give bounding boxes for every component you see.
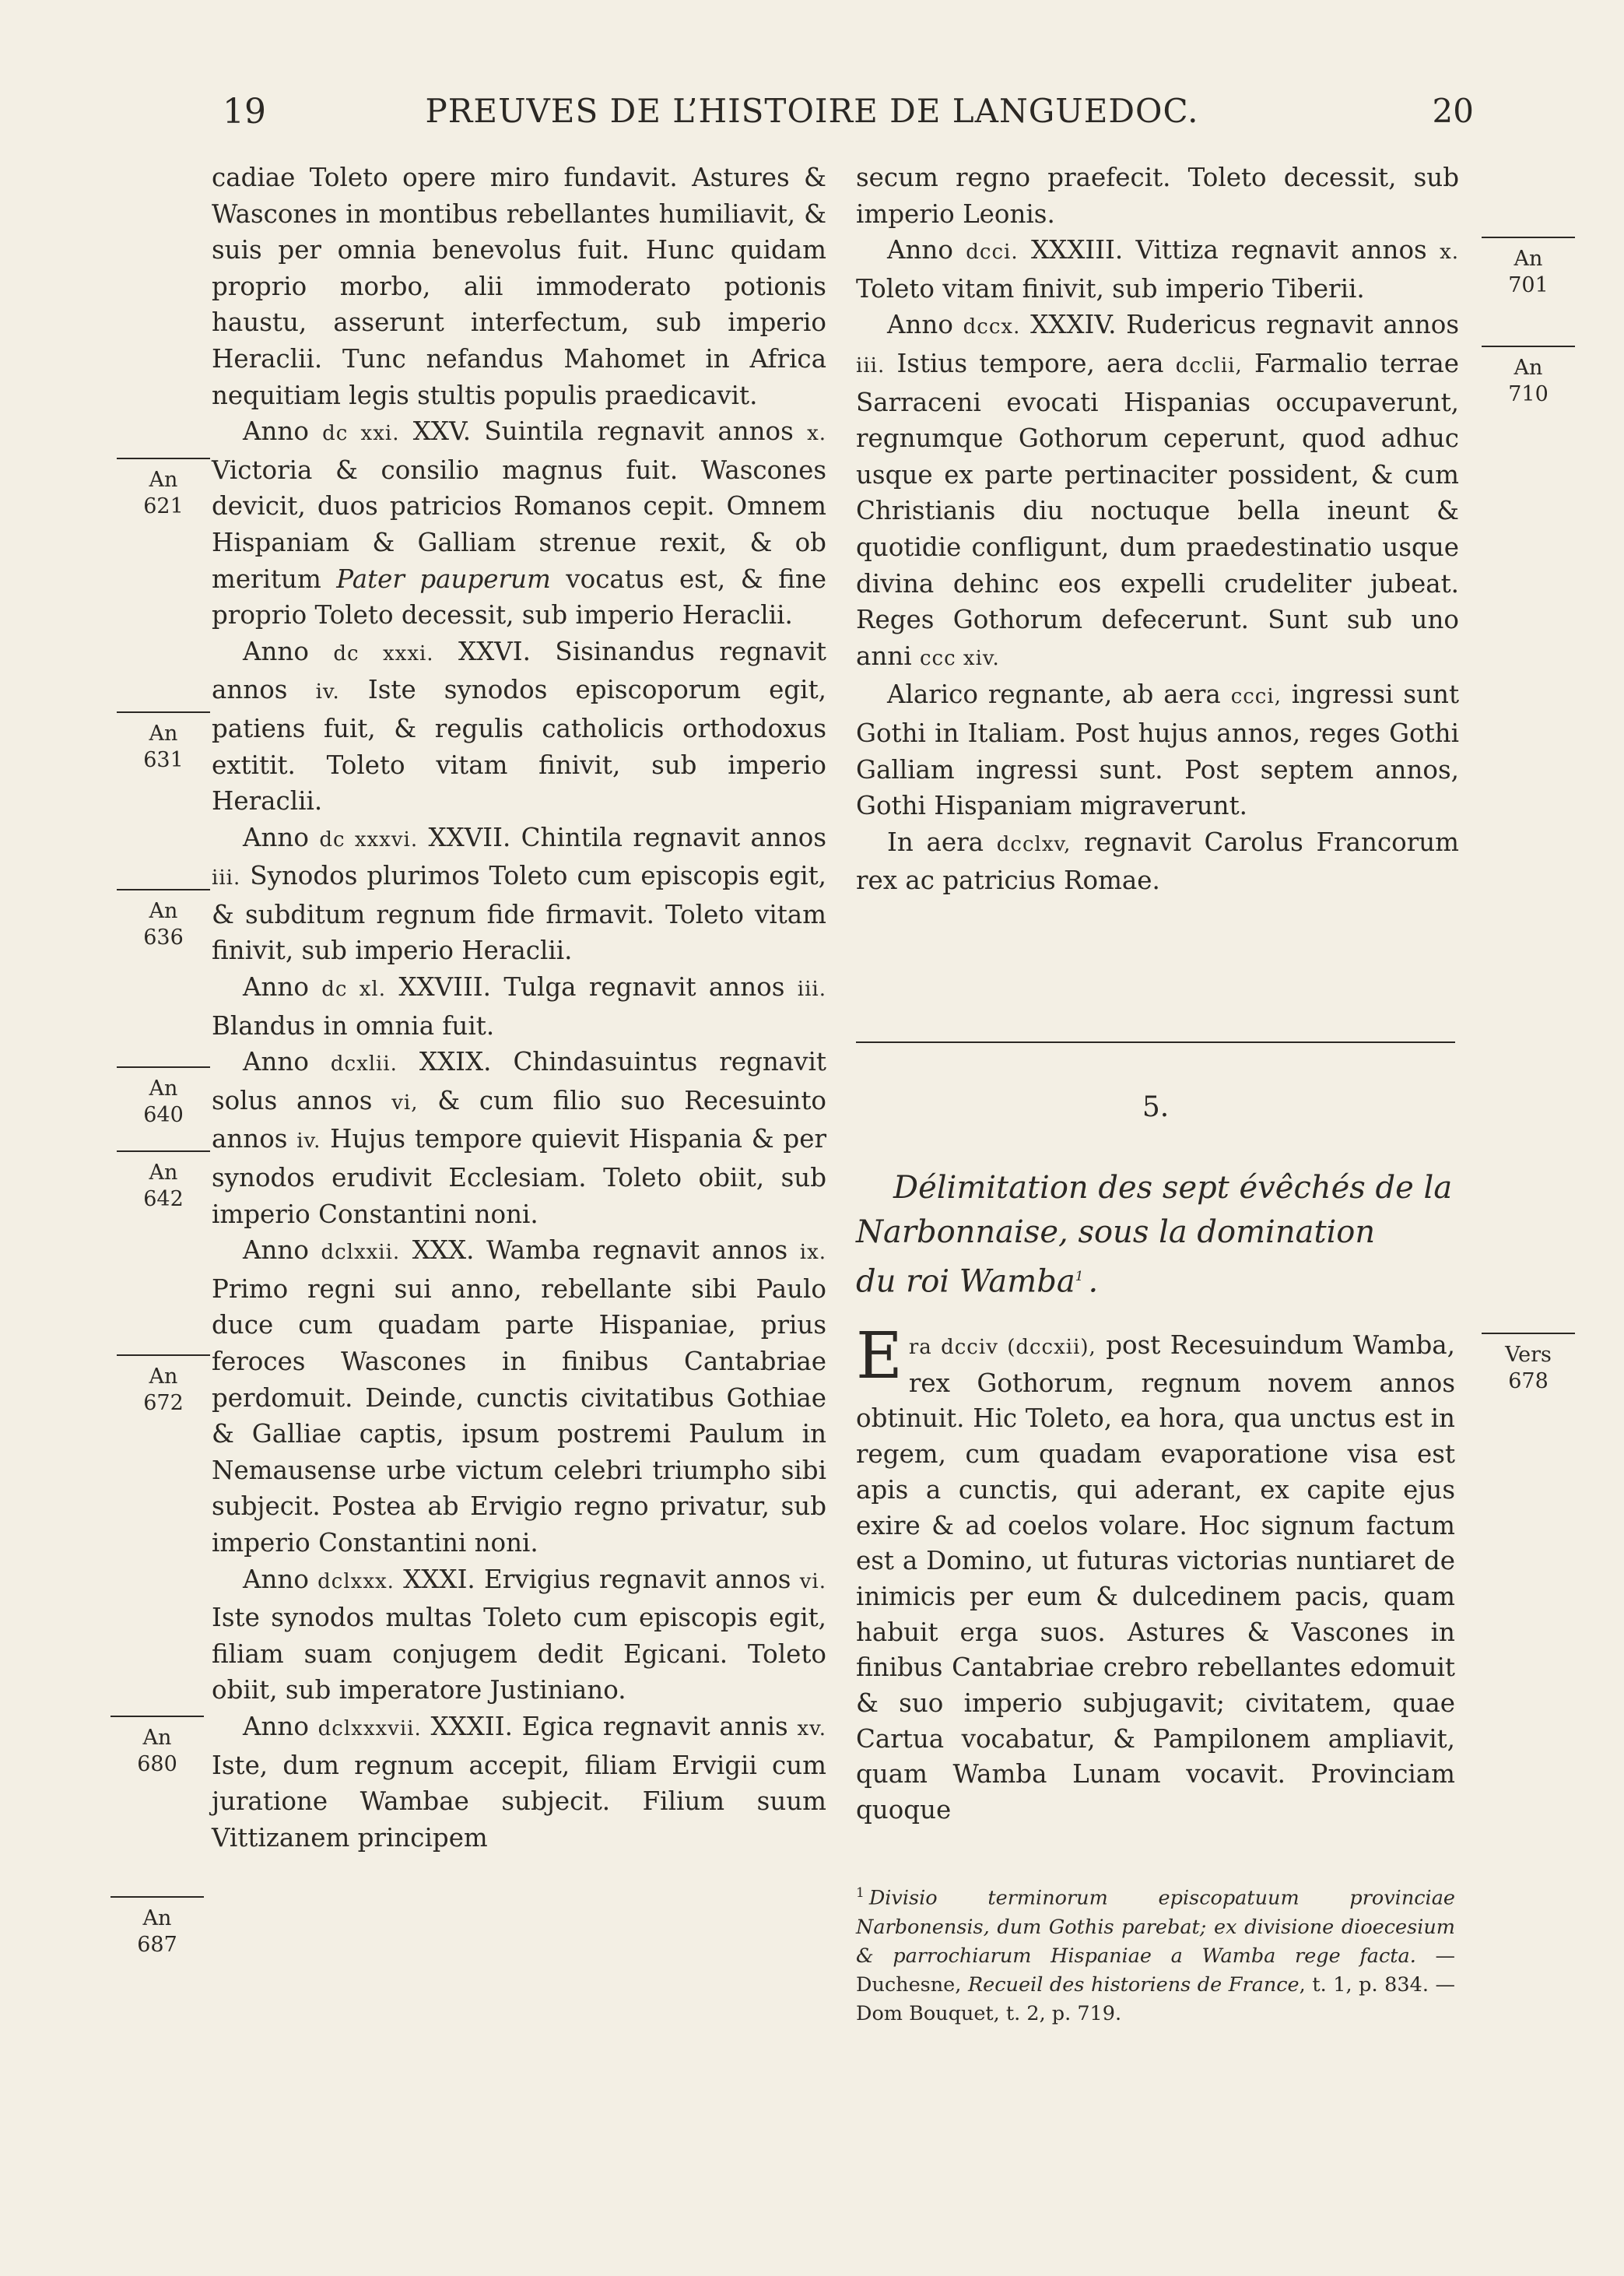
margin-note-636: An 636 bbox=[117, 889, 210, 951]
paragraph: cadiae Toleto opere miro fundavit. Astures & Wascones in montibus rebellantes humiliavit, & suis per omnia benevolus fuit. Hunc quidam proprio morbo, alii immoderato potionis haustu, asserunt interfectum, sub imperio Heraclii. Tunc nefandus Mahomet in Africa nequitiam legis stultis populis praedicavit. bbox=[212, 163, 826, 410]
margin-note-642: An 642 bbox=[117, 1150, 210, 1213]
margin-note-678: Vers 678 bbox=[1482, 1333, 1575, 1395]
paragraph-anno-621: Anno dc xxi. XXV. Suintila regnavit annos x. Victoria & consilio magnus fuit. Wascones devicit, duos patricios Romanos cepit. Omnem Hispaniam & Galliam strenue rexit, & ob meritum Pater pauperum vocatus est, & fine proprio Toleto decessit, sub imperio Heraclii. bbox=[212, 416, 826, 630]
section-title: Délimitation des sept évêchés de la Narbonnaise, sous la domination du roi Wamba$^1$ . bbox=[856, 1170, 1453, 1300]
paragraph-anno-640: Anno dc xl. XXVIII. Tulga regnavit annos iii. Blandus in omnia fuit. bbox=[212, 972, 826, 1041]
paragraph-carolus: In aera dcclxv, regnavit Carolus Francorum rex ac patricius Romae. bbox=[856, 827, 1459, 896]
section-number: 5. bbox=[1142, 1091, 1170, 1123]
section-divider bbox=[856, 1041, 1455, 1043]
paragraph-anno-636: Anno dc xxxvi. XXVII. Chintila regnavit annos iii. Synodos plurimos Toleto cum episcopis egit, & subditum regnum fide firmavit. Toleto vitam finivit, sub imperio Heraclii. bbox=[212, 822, 827, 966]
margin-note-680: An 680 bbox=[110, 1716, 204, 1778]
page-number-left: 19 bbox=[223, 92, 266, 132]
margin-note-701: An 701 bbox=[1482, 237, 1575, 299]
paragraph: secum regno praefecit. Toleto decessit, sub imperio Leonis. bbox=[856, 163, 1459, 229]
paragraph-anno-701: Anno dcci. XXXIII. Vittiza regnavit annos x. Toleto vitam finivit, sub imperio Tiberii. bbox=[856, 235, 1459, 304]
margin-note-621: An 621 bbox=[117, 458, 210, 520]
paragraph-anno-710: Anno dccx. XXXIV. Rudericus regnavit annos iii. Istius tempore, aera dcclii, Farmalio terrae Sarraceni evocati Hispanias occupaverunt, regnumque Gothorum ceperunt, quod adhuc usque ex parte pertinaciter possident, & cum Christianis diu noctuque bella ineunt & quotidie confligunt, dum praedestinatio usque divina dehinc eos expelli crudeliter jubeat. Reges Gothorum defecerunt. Sunt sub uno anni ccc xiv. bbox=[856, 310, 1459, 671]
paragraph-anno-631: Anno dc xxxi. XXVI. Sisinandus regnavit annos iv. Iste synodos episcoporum egit, patiens fuit, & regulis catholicis orthodoxus extitit. Toleto vitam finivit, sub imperio Heraclii. bbox=[212, 636, 826, 817]
footnote: $^1$ Divisio terminorum episcopatuum provinciae Narbonensis, dum Gothis parebat; ex divisione dioecesium & parrochiarum Hispaniae a Wamba rege facta. — Duchesne, Recueil des historiens de France, t. 1, p. 834. — Dom Bouquet, t. 2, p. 719. bbox=[856, 1885, 1456, 2025]
paragraph-anno-672: Anno dclxxii. XXX. Wamba regnavit annos ix. Primo regni sui anno, rebellante sibi Paulo duce cum quadam parte Hispaniae, prius feroces Wascones in finibus Cantabriae perdomuit. Deinde, cunctis civitatibus Gothiae & Galliae captis, ipsum postremi Paulum in Nemausense urbe victum celebri triumpho sibi subjecit. Postea ab Ervigio regno privatur, sub imperio Constantini noni. bbox=[212, 1235, 826, 1558]
page-header bbox=[0, 92, 1624, 139]
page-number-right: 20 bbox=[1432, 92, 1474, 130]
paragraph-anno-687: Anno dclxxxvii. XXXII. Egica regnavit annis xv. Iste, dum regnum accepit, filiam Ervigii cum juratione Wambae subjecit. Filium suum Vittizanem principem bbox=[212, 1711, 826, 1853]
margin-note-710: An 710 bbox=[1482, 346, 1575, 408]
paragraph-anno-680: Anno dclxxx. XXXI. Ervigius regnavit annos vi. Iste synodos multas Toleto cum episcopis egit, filiam suam conjugem dedit Egicani. Toleto obiit, sub imperatore Justiniano. bbox=[212, 1564, 826, 1705]
margin-note-631: An 631 bbox=[117, 711, 210, 774]
margin-note-640: An 640 bbox=[117, 1066, 210, 1129]
drop-cap: E bbox=[856, 1319, 903, 1393]
margin-note-672: An 672 bbox=[117, 1354, 210, 1417]
running-title: PREUVES DE L’HISTOIRE DE LANGUEDOC. bbox=[425, 92, 1199, 130]
paragraph-alarico: Alarico regnante, ab aera ccci, ingressi sunt Gothi in Italiam. Post hujus annos, reges Gothi Galliam ingressi sunt. Post septem annos, Gothi Hispaniam migraverunt. bbox=[856, 680, 1460, 821]
margin-note-687: An 687 bbox=[110, 1896, 204, 1958]
paragraph-anno-642: Anno dcxlii. XXIX. Chindasuintus regnavit solus annos vi, & cum filio suo Recesuinto annos iv. Hujus tempore quievit Hispania & per synodos erudivit Ecclesiam. Toleto obiit, sub imperio Constantini noni. bbox=[212, 1047, 826, 1229]
section-body: Era dcciv (dccxii), post Recesuindum Wamba, rex Gothorum, regnum novem annos obtinuit. Hic Toleto, ea hora, qua unctus est in regem, cum quadam evaporatione visa est apis a cunctis, qui aderant, ex capite ejus exire & ad coelos volare. Hoc signum factum est a Domino, ut futuras victorias nuntiaret de inimicis per eum & dulcedinem pacis, quam habuit erga suos. Astures & Vascones in finibus Cantabriae crebro rebellantes edomuit & suo imperio subjugavit; civitatem, quae Cartua vocabatur, & Pampilonem ampliavit, quam Wamba Lunam vocavit. Provinciam quoque bbox=[856, 1319, 1455, 1825]
left-column bbox=[212, 160, 826, 1856]
right-column bbox=[856, 160, 1459, 899]
